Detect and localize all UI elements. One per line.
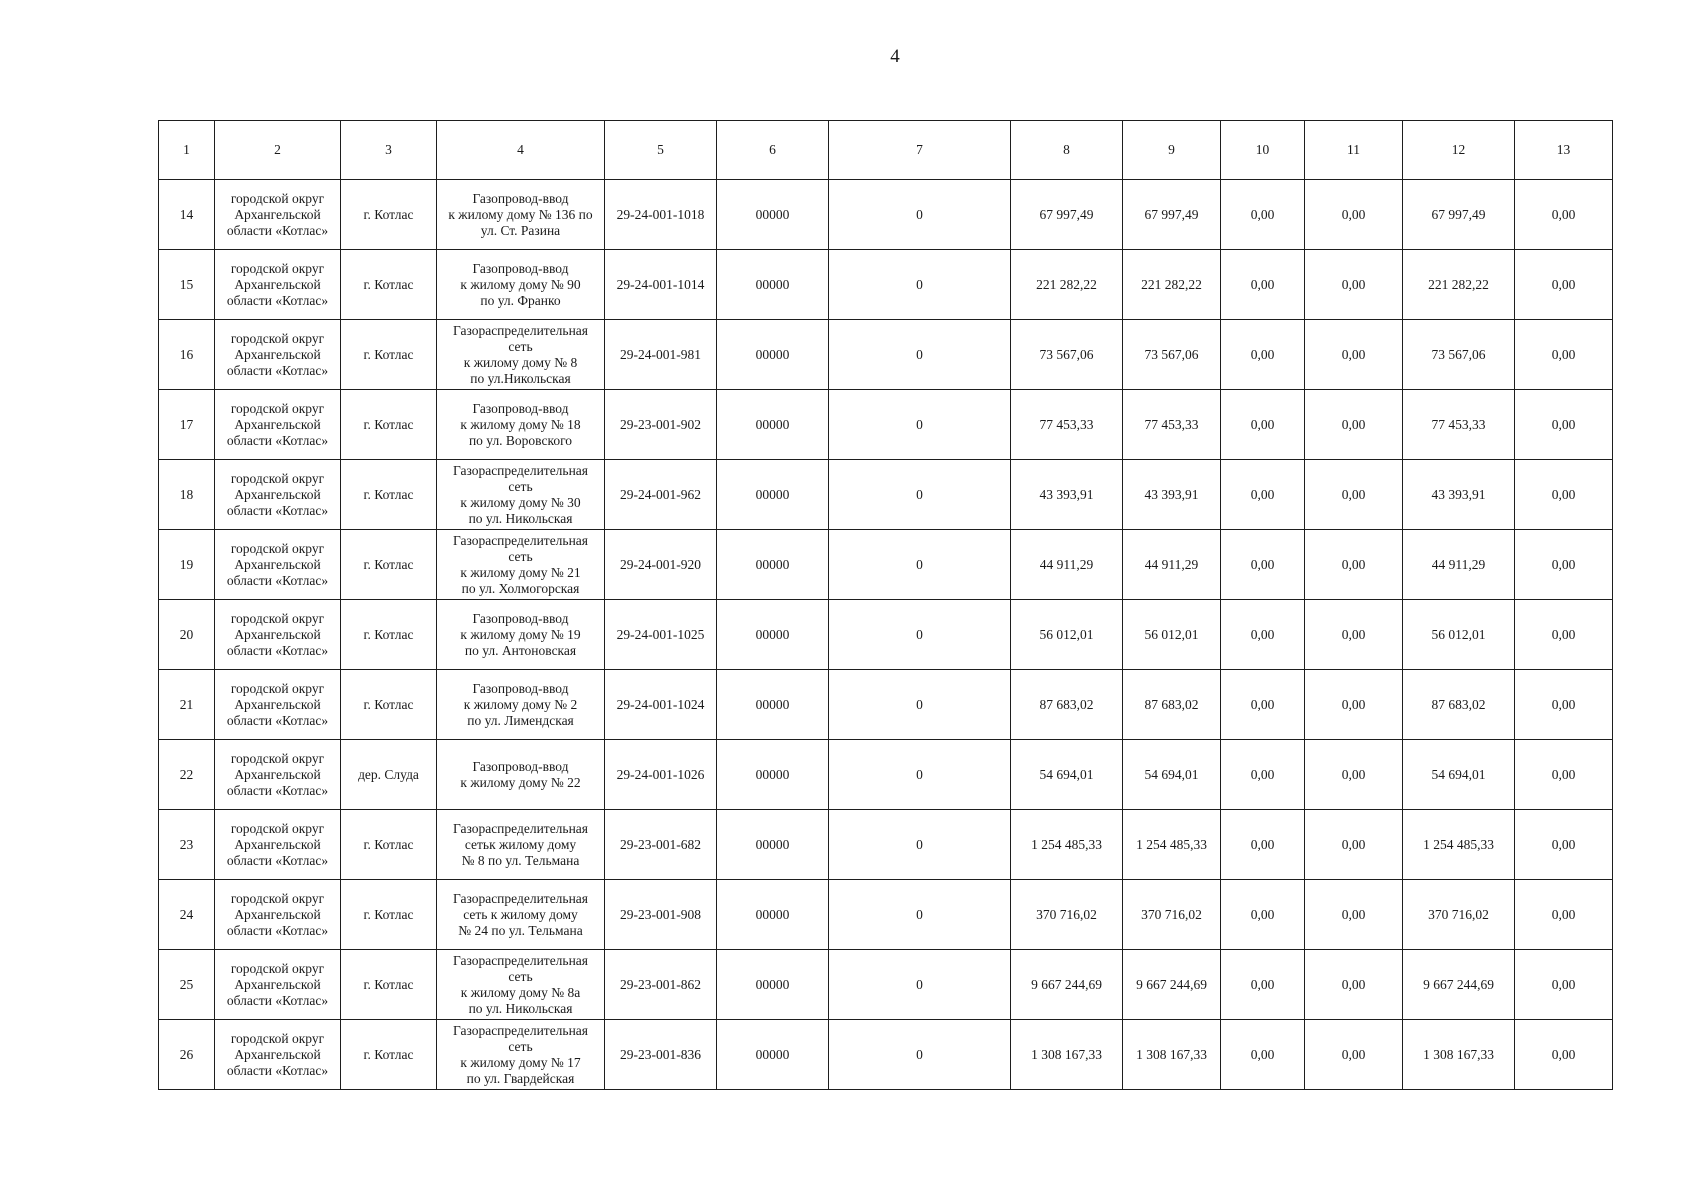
column-12-cell: 54 694,01 [1403,740,1515,810]
object-name-cell-line: сеть к жилому дому [463,906,578,922]
object-name-cell-line: к жилому дому № 22 [460,774,581,790]
object-name-cell [437,740,605,810]
object-name-cell [437,670,605,740]
owner-cell [215,810,341,880]
object-name-cell [437,950,605,1020]
code-cell: 00000 [717,180,829,250]
object-name-cell-line: Газораспределительная [452,1022,589,1038]
column-10-cell: 0,00 [1221,250,1305,320]
object-name-cell-line: по ул. Антоновская [464,642,577,658]
column-7-cell: 0 [829,880,1011,950]
object-name-cell-line: сеть [508,478,533,494]
locality-cell: г. Котлас [341,320,437,390]
object-name-cell [437,810,605,880]
object-name-cell-line: сетьк жилому дому [464,836,577,852]
object-name-cell-line: по ул. Никольская [468,1000,573,1016]
locality-cell: г. Котлас [341,1020,437,1090]
column-header: 12 [1403,121,1515,180]
column-11-cell: 0,00 [1305,180,1403,250]
owner-cell-line: области «Котлас» [226,992,329,1008]
table-row [159,460,1613,530]
object-name-cell-line: Газопровод-ввод [472,400,569,416]
owner-cell-line: городской округ [230,190,325,206]
table-row [159,250,1613,320]
column-10-cell: 0,00 [1221,1020,1305,1090]
column-8-cell: 370 716,02 [1011,880,1123,950]
owner-cell-line: области «Котлас» [226,922,329,938]
column-9-cell: 9 667 244,69 [1123,950,1221,1020]
cadastral-number-cell: 29-24-001-920 [605,530,717,600]
property-register-table [158,120,1613,1090]
owner-cell-line: области «Котлас» [226,292,329,308]
column-13-cell: 0,00 [1515,1020,1613,1090]
column-11-cell: 0,00 [1305,810,1403,880]
owner-cell-line: Архангельской [234,626,321,642]
object-name-cell-line: по ул. Никольская [468,510,573,526]
locality-cell: г. Котлас [341,180,437,250]
column-8-cell: 1 308 167,33 [1011,1020,1123,1090]
locality-cell: г. Котлас [341,600,437,670]
column-10-cell: 0,00 [1221,600,1305,670]
owner-cell-line: городской округ [230,750,325,766]
column-header: 7 [829,121,1011,180]
object-name-cell-line: ул. Ст. Разина [480,222,561,238]
column-8-cell: 44 911,29 [1011,530,1123,600]
column-7-cell: 0 [829,390,1011,460]
column-7-cell: 0 [829,1020,1011,1090]
column-12-cell: 43 393,91 [1403,460,1515,530]
row-number-cell: 20 [159,600,215,670]
column-12-cell: 370 716,02 [1403,880,1515,950]
column-8-cell: 77 453,33 [1011,390,1123,460]
code-cell: 00000 [717,1020,829,1090]
owner-cell-line: городской округ [230,680,325,696]
object-name-cell-line: сеть [508,968,533,984]
column-10-cell: 0,00 [1221,810,1305,880]
table-row [159,880,1613,950]
object-name-cell [437,460,605,530]
table-row [159,600,1613,670]
column-11-cell: 0,00 [1305,1020,1403,1090]
owner-cell-line: Архангельской [234,206,321,222]
owner-cell-line: Архангельской [234,416,321,432]
column-header: 6 [717,121,829,180]
code-cell: 00000 [717,950,829,1020]
column-10-cell: 0,00 [1221,180,1305,250]
owner-cell-line: городской округ [230,1030,325,1046]
code-cell: 00000 [717,740,829,810]
row-number-cell: 19 [159,530,215,600]
column-13-cell: 0,00 [1515,950,1613,1020]
object-name-cell-line: к жилому дому № 30 [460,494,581,510]
object-name-cell-line: по ул. Лимендская [467,712,574,728]
owner-cell-line: области «Котлас» [226,782,329,798]
owner-cell-line: области «Котлас» [226,432,329,448]
column-header: 5 [605,121,717,180]
owner-cell-line: области «Котлас» [226,642,329,658]
owner-cell-line: Архангельской [234,346,321,362]
column-13-cell: 0,00 [1515,670,1613,740]
column-12-cell: 221 282,22 [1403,250,1515,320]
table-row [159,180,1613,250]
object-name-cell-line: № 8 по ул. Тельмана [461,852,580,868]
owner-cell-line: области «Котлас» [226,502,329,518]
owner-cell [215,460,341,530]
object-name-cell-line: сеть [508,338,533,354]
code-cell: 00000 [717,460,829,530]
table-row [159,670,1613,740]
column-8-cell: 56 012,01 [1011,600,1123,670]
owner-cell [215,530,341,600]
column-8-cell: 87 683,02 [1011,670,1123,740]
column-12-cell: 1 254 485,33 [1403,810,1515,880]
column-9-cell: 1 308 167,33 [1123,1020,1221,1090]
code-cell: 00000 [717,810,829,880]
column-13-cell: 0,00 [1515,180,1613,250]
column-13-cell: 0,00 [1515,530,1613,600]
column-12-cell: 73 567,06 [1403,320,1515,390]
cadastral-number-cell: 29-24-001-1026 [605,740,717,810]
column-11-cell: 0,00 [1305,530,1403,600]
object-name-cell-line: Газораспределительная [452,532,589,548]
owner-cell-line: Архангельской [234,556,321,572]
column-11-cell: 0,00 [1305,320,1403,390]
row-number-cell: 15 [159,250,215,320]
owner-cell [215,320,341,390]
column-9-cell: 1 254 485,33 [1123,810,1221,880]
column-header: 4 [437,121,605,180]
owner-cell [215,1020,341,1090]
owner-cell [215,670,341,740]
object-name-cell-line: Газораспределительная [452,952,589,968]
column-13-cell: 0,00 [1515,250,1613,320]
object-name-cell-line: Газопровод-ввод [472,680,569,696]
column-7-cell: 0 [829,250,1011,320]
column-header: 10 [1221,121,1305,180]
cadastral-number-cell: 29-23-001-908 [605,880,717,950]
column-9-cell: 77 453,33 [1123,390,1221,460]
column-7-cell: 0 [829,180,1011,250]
column-13-cell: 0,00 [1515,740,1613,810]
column-12-cell: 44 911,29 [1403,530,1515,600]
owner-cell-line: городской округ [230,470,325,486]
owner-cell-line: городской округ [230,260,325,276]
owner-cell-line: Архангельской [234,1046,321,1062]
code-cell: 00000 [717,600,829,670]
owner-cell-line: области «Котлас» [226,852,329,868]
column-11-cell: 0,00 [1305,600,1403,670]
object-name-cell-line: к жилому дому № 17 [460,1054,581,1070]
column-9-cell: 44 911,29 [1123,530,1221,600]
column-7-cell: 0 [829,530,1011,600]
locality-cell: г. Котлас [341,880,437,950]
owner-cell-line: Архангельской [234,976,321,992]
object-name-cell-line: к жилому дому № 90 [460,276,581,292]
column-8-cell: 67 997,49 [1011,180,1123,250]
object-name-cell-line: к жилому дому № 18 [460,416,581,432]
object-name-cell [437,180,605,250]
object-name-cell-line: к жилому дому № 2 [463,696,578,712]
row-number-cell: 22 [159,740,215,810]
object-name-cell [437,390,605,460]
object-name-cell-line: Газопровод-ввод [472,190,569,206]
table-row [159,810,1613,880]
column-10-cell: 0,00 [1221,530,1305,600]
table-row [159,320,1613,390]
column-7-cell: 0 [829,670,1011,740]
owner-cell [215,390,341,460]
row-number-cell: 24 [159,880,215,950]
code-cell: 00000 [717,320,829,390]
locality-cell: г. Котлас [341,950,437,1020]
column-header: 3 [341,121,437,180]
column-9-cell: 43 393,91 [1123,460,1221,530]
column-9-cell: 73 567,06 [1123,320,1221,390]
column-12-cell: 56 012,01 [1403,600,1515,670]
column-13-cell: 0,00 [1515,460,1613,530]
owner-cell-line: области «Котлас» [226,712,329,728]
table-row [159,950,1613,1020]
column-8-cell: 9 667 244,69 [1011,950,1123,1020]
column-7-cell: 0 [829,810,1011,880]
owner-cell-line: городской округ [230,330,325,346]
column-8-cell: 73 567,06 [1011,320,1123,390]
locality-cell: г. Котлас [341,250,437,320]
column-10-cell: 0,00 [1221,320,1305,390]
column-11-cell: 0,00 [1305,950,1403,1020]
owner-cell [215,180,341,250]
object-name-cell [437,600,605,670]
column-header: 11 [1305,121,1403,180]
code-cell: 00000 [717,670,829,740]
column-9-cell: 87 683,02 [1123,670,1221,740]
object-name-cell-line: по ул. Гвардейская [466,1070,575,1086]
owner-cell-line: области «Котлас» [226,362,329,378]
column-11-cell: 0,00 [1305,390,1403,460]
column-header: 8 [1011,121,1123,180]
object-name-cell-line: к жилому дому № 8а [460,984,581,1000]
owner-cell-line: области «Котлас» [226,1062,329,1078]
column-8-cell: 43 393,91 [1011,460,1123,530]
column-8-cell: 1 254 485,33 [1011,810,1123,880]
cadastral-number-cell: 29-24-001-981 [605,320,717,390]
row-number-cell: 17 [159,390,215,460]
cadastral-number-cell: 29-23-001-902 [605,390,717,460]
locality-cell: г. Котлас [341,460,437,530]
locality-cell: г. Котлас [341,810,437,880]
locality-cell: г. Котлас [341,670,437,740]
owner-cell [215,600,341,670]
column-12-cell: 1 308 167,33 [1403,1020,1515,1090]
cadastral-number-cell: 29-23-001-682 [605,810,717,880]
object-name-cell-line: к жилому дому № 19 [460,626,581,642]
object-name-cell-line: по ул. Холмогорская [461,580,580,596]
column-11-cell: 0,00 [1305,460,1403,530]
table-row [159,390,1613,460]
column-13-cell: 0,00 [1515,600,1613,670]
cadastral-number-cell: 29-24-001-1018 [605,180,717,250]
cadastral-number-cell: 29-23-001-862 [605,950,717,1020]
owner-cell-line: Архангельской [234,906,321,922]
object-name-cell-line: сеть [508,548,533,564]
owner-cell-line: области «Котлас» [226,572,329,588]
column-header: 2 [215,121,341,180]
locality-cell: г. Котлас [341,390,437,460]
cadastral-number-cell: 29-24-001-962 [605,460,717,530]
owner-cell-line: Архангельской [234,766,321,782]
object-name-cell [437,1020,605,1090]
object-name-cell [437,320,605,390]
code-cell: 00000 [717,390,829,460]
column-header: 9 [1123,121,1221,180]
object-name-cell-line: по ул.Никольская [470,370,571,386]
column-7-cell: 0 [829,600,1011,670]
owner-cell [215,950,341,1020]
column-12-cell: 9 667 244,69 [1403,950,1515,1020]
column-10-cell: 0,00 [1221,740,1305,810]
row-number-cell: 18 [159,460,215,530]
column-13-cell: 0,00 [1515,810,1613,880]
table-row [159,1020,1613,1090]
object-name-cell-line: Газораспределительная [452,890,589,906]
column-8-cell: 221 282,22 [1011,250,1123,320]
row-number-cell: 26 [159,1020,215,1090]
column-7-cell: 0 [829,740,1011,810]
object-name-cell [437,530,605,600]
column-10-cell: 0,00 [1221,670,1305,740]
object-name-cell-line: к жилому дому № 136 по [448,206,593,222]
row-number-cell: 16 [159,320,215,390]
owner-cell-line: городской округ [230,400,325,416]
owner-cell-line: Архангельской [234,696,321,712]
owner-cell-line: городской округ [230,960,325,976]
object-name-cell-line: № 24 по ул. Тельмана [458,922,583,938]
column-12-cell: 87 683,02 [1403,670,1515,740]
object-name-cell-line: к жилому дому № 8 [463,354,578,370]
column-9-cell: 370 716,02 [1123,880,1221,950]
object-name-cell [437,250,605,320]
column-13-cell: 0,00 [1515,880,1613,950]
column-9-cell: 56 012,01 [1123,600,1221,670]
owner-cell-line: области «Котлас» [226,222,329,238]
column-11-cell: 0,00 [1305,250,1403,320]
cadastral-number-cell: 29-24-001-1014 [605,250,717,320]
column-7-cell: 0 [829,460,1011,530]
code-cell: 00000 [717,250,829,320]
row-number-cell: 14 [159,180,215,250]
column-10-cell: 0,00 [1221,390,1305,460]
column-number-header-row [159,121,1613,180]
code-cell: 00000 [717,880,829,950]
column-11-cell: 0,00 [1305,880,1403,950]
object-name-cell-line: по ул. Франко [480,292,561,308]
object-name-cell-line: Газопровод-ввод [472,610,569,626]
owner-cell-line: городской округ [230,890,325,906]
column-7-cell: 0 [829,950,1011,1020]
column-13-cell: 0,00 [1515,390,1613,460]
column-12-cell: 67 997,49 [1403,180,1515,250]
column-9-cell: 67 997,49 [1123,180,1221,250]
row-number-cell: 25 [159,950,215,1020]
object-name-cell-line: к жилому дому № 21 [460,564,581,580]
column-10-cell: 0,00 [1221,460,1305,530]
object-name-cell-line: сеть [508,1038,533,1054]
column-11-cell: 0,00 [1305,670,1403,740]
cadastral-number-cell: 29-23-001-836 [605,1020,717,1090]
owner-cell-line: городской округ [230,820,325,836]
object-name-cell [437,880,605,950]
object-name-cell-line: Газораспределительная [452,820,589,836]
cadastral-number-cell: 29-24-001-1025 [605,600,717,670]
owner-cell [215,250,341,320]
column-10-cell: 0,00 [1221,950,1305,1020]
object-name-cell-line: Газопровод-ввод [472,758,569,774]
column-11-cell: 0,00 [1305,740,1403,810]
owner-cell-line: Архангельской [234,486,321,502]
column-9-cell: 221 282,22 [1123,250,1221,320]
page-number: 4 [890,46,900,67]
column-10-cell: 0,00 [1221,880,1305,950]
column-13-cell: 0,00 [1515,320,1613,390]
owner-cell-line: городской округ [230,610,325,626]
owner-cell-line: Архангельской [234,276,321,292]
column-9-cell: 54 694,01 [1123,740,1221,810]
object-name-cell-line: Газораспределительная [452,322,589,338]
table-row [159,530,1613,600]
table-row [159,740,1613,810]
code-cell: 00000 [717,530,829,600]
owner-cell-line: городской округ [230,540,325,556]
column-header: 1 [159,121,215,180]
column-header: 13 [1515,121,1613,180]
owner-cell [215,740,341,810]
object-name-cell-line: Газораспределительная [452,462,589,478]
row-number-cell: 21 [159,670,215,740]
cadastral-number-cell: 29-24-001-1024 [605,670,717,740]
row-number-cell: 23 [159,810,215,880]
owner-cell [215,880,341,950]
column-12-cell: 77 453,33 [1403,390,1515,460]
column-7-cell: 0 [829,320,1011,390]
object-name-cell-line: Газопровод-ввод [472,260,569,276]
locality-cell: г. Котлас [341,530,437,600]
column-8-cell: 54 694,01 [1011,740,1123,810]
owner-cell-line: Архангельской [234,836,321,852]
object-name-cell-line: по ул. Воровского [468,432,573,448]
locality-cell: дер. Слуда [341,740,437,810]
